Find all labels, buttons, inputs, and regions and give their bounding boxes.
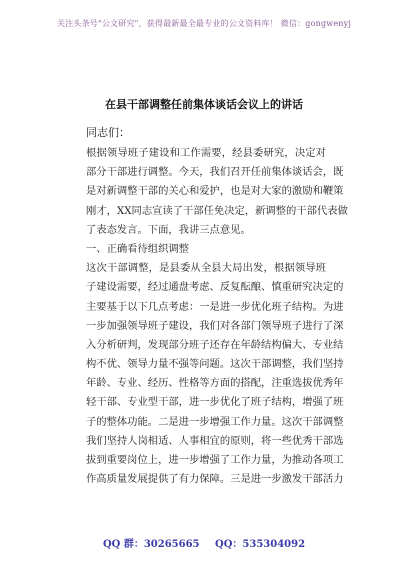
body-line: 部分干部进行调整。今天，我们召开任前集体谈话会，既 [86,166,344,179]
footer-contact [0,535,408,550]
body-line: 刚才，XX同志宣读了干部任免决定，新调整的干部代表做 [86,204,348,217]
body-line: 这次干部调整，是县委从全县大局出发，根据领导班 [86,262,326,275]
body-line: 了表态发言。下面，我讲三点意见。 [86,223,251,236]
body-line: 子建设需要，经过通盘考虑、反复酝酿、慎重研究决定的 [86,281,344,294]
body-line: 子的整体功能。二是进一步增强工作力量。这次干部调整 [86,415,344,428]
header-banner: 关注头条号"公文研究"，获得最新最全最专业的公文资料库！ 微信：gongwenyj [56,19,352,28]
section-heading: 一、正确看待组织调整 [86,242,189,255]
body-line: 一步加强领导班子建设，我们对各部门领导班子进行了深 [86,319,344,332]
body-line: 作高质量发展提供了有力保障。三是进一步激发干部活力 [86,473,344,486]
salutation: 同志们： [86,126,130,139]
body-line: 是对新调整干部的关心和爱护，也是对大家的激励和鞭策 [86,185,344,198]
body-line: 年龄、专业、经历、性格等方面的搭配，注重选拔优秀年 [86,377,344,390]
footer-qq-number: QQ：535304092 [215,539,306,550]
body-line: 根据领导班子建设和工作需要，经县委研究，决定对 [86,147,326,159]
body-line: 构不优、领导力量不强等问题。这次干部调整，我们坚持 [86,358,344,371]
document-title: 在县干部调整任前集体谈话会议上的讲话 [105,98,303,111]
body-line: 拔到重要岗位上，进一步增强了工作力量，为推动各项工 [86,454,344,466]
body-line: 我们坚持人岗相适、人事相宜的原则，将一些优秀干部选 [86,434,344,447]
body-line: 入分析研判，发现部分班子还存在年龄结构偏大、专业结 [86,338,344,351]
footer-qq-group: QQ 群：30265665 [102,539,200,550]
body-line: 主要基于以下几点考虑：一是进一步优化班子结构。为进 [86,300,344,313]
body-line: 轻干部、专业型干部，进一步优化了班子结构，增强了班 [86,396,344,409]
document-body [86,144,348,489]
